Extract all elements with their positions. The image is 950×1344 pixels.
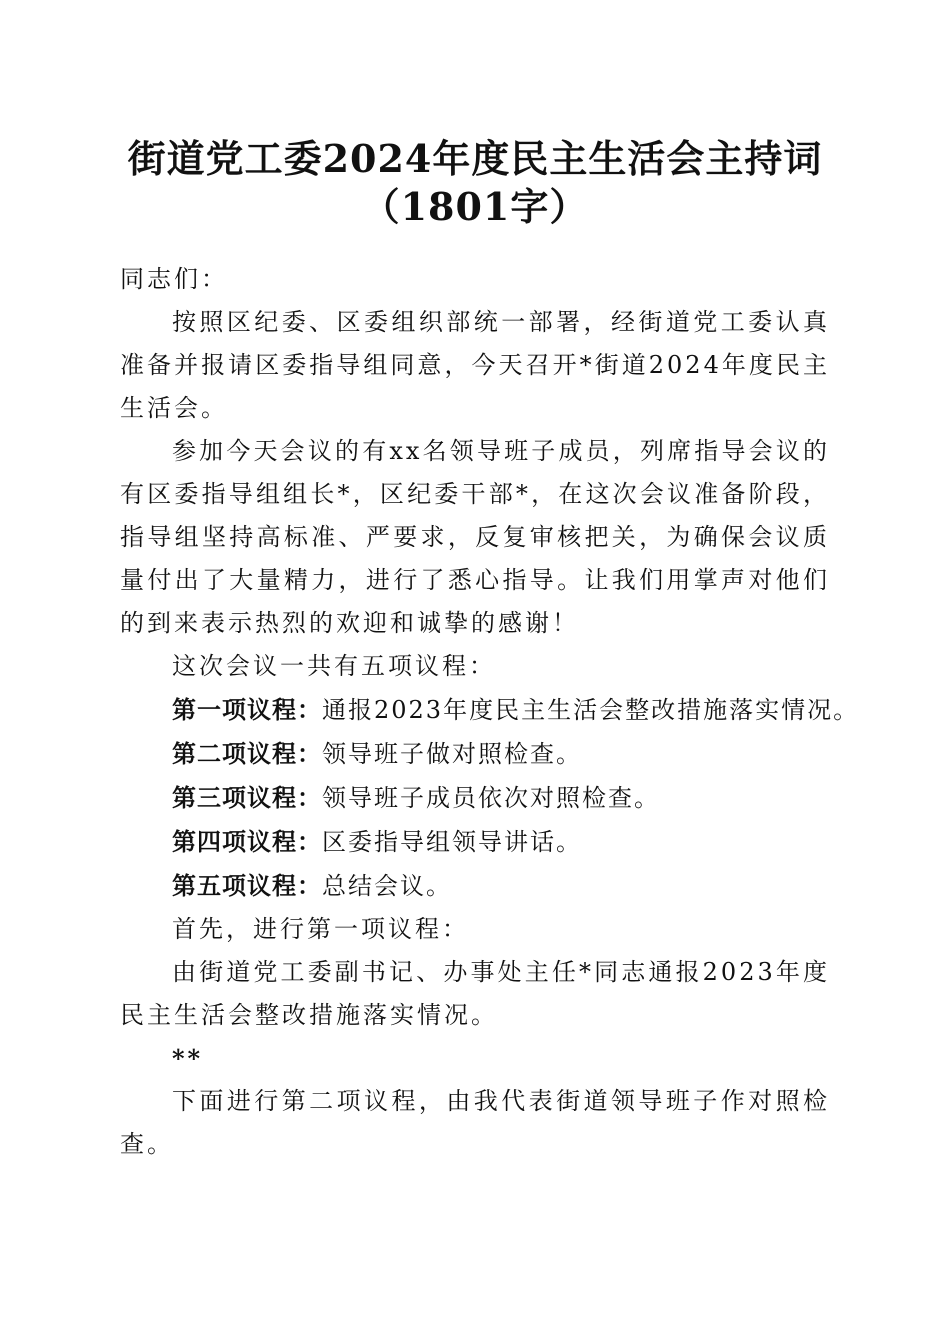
agenda-item (120, 688, 860, 732)
agenda-item (120, 820, 830, 864)
paragraph-first-item: 首先，进行第一项议程： (172, 915, 469, 943)
agenda-item-text: 领导班子成员依次对照检查。 (322, 784, 660, 812)
agenda-item (120, 864, 830, 908)
document-body (120, 258, 860, 1166)
agenda-item (120, 732, 830, 776)
agenda-item-text: 通报2023年度民主生活会整改措施落实情况。 (322, 696, 860, 724)
placeholder-stars: ** (172, 1044, 204, 1073)
agenda-item-text: 区委指导组领导讲话。 (322, 828, 582, 856)
agenda-item-label: 第二项议程： (172, 739, 322, 768)
agenda-item-label: 第一项议程： (172, 695, 322, 724)
document-word-count: （1801字） (361, 184, 589, 229)
document-title: 街道党工委2024年度民主生活会主持词 (127, 136, 823, 181)
agenda-item-label: 第五项议程： (172, 871, 322, 900)
agenda-item-text: 领导班子做对照检查。 (322, 740, 582, 768)
paragraph-meeting-intro: 按照区纪委、区委组织部统一部署，经街道党工委认真准备并报请区委指导组同意，今天召开*街道2024年度民主生活会。 (120, 308, 830, 422)
paragraph-attendees: 参加今天会议的有xx名领导班子成员，列席指导会议的有区委指导组组长*，区纪委干部*，在这次会议准备阶段，指导组坚持高标准、严要求，反复审核把关，为确保会议质量付出了大量精力，进行了悉心指导。让我们用掌声对他们的到来表示热烈的欢迎和诚挚的感谢！ (120, 437, 830, 637)
paragraph-second-item: 下面进行第二项议程，由我代表街道领导班子作对照检查。 (120, 1087, 830, 1158)
paragraph-agenda-intro: 这次会议一共有五项议程： (172, 652, 496, 680)
agenda-item-label: 第三项议程： (172, 783, 322, 812)
greeting: 同志们： (120, 265, 228, 293)
agenda-item (120, 776, 830, 820)
agenda-item-label: 第四项议程： (172, 827, 322, 856)
agenda-item-text: 总结会议。 (322, 872, 452, 900)
paragraph-first-item-report: 由街道党工委副书记、办事处主任*同志通报2023年度民主生活会整改措施落实情况。 (120, 958, 830, 1029)
